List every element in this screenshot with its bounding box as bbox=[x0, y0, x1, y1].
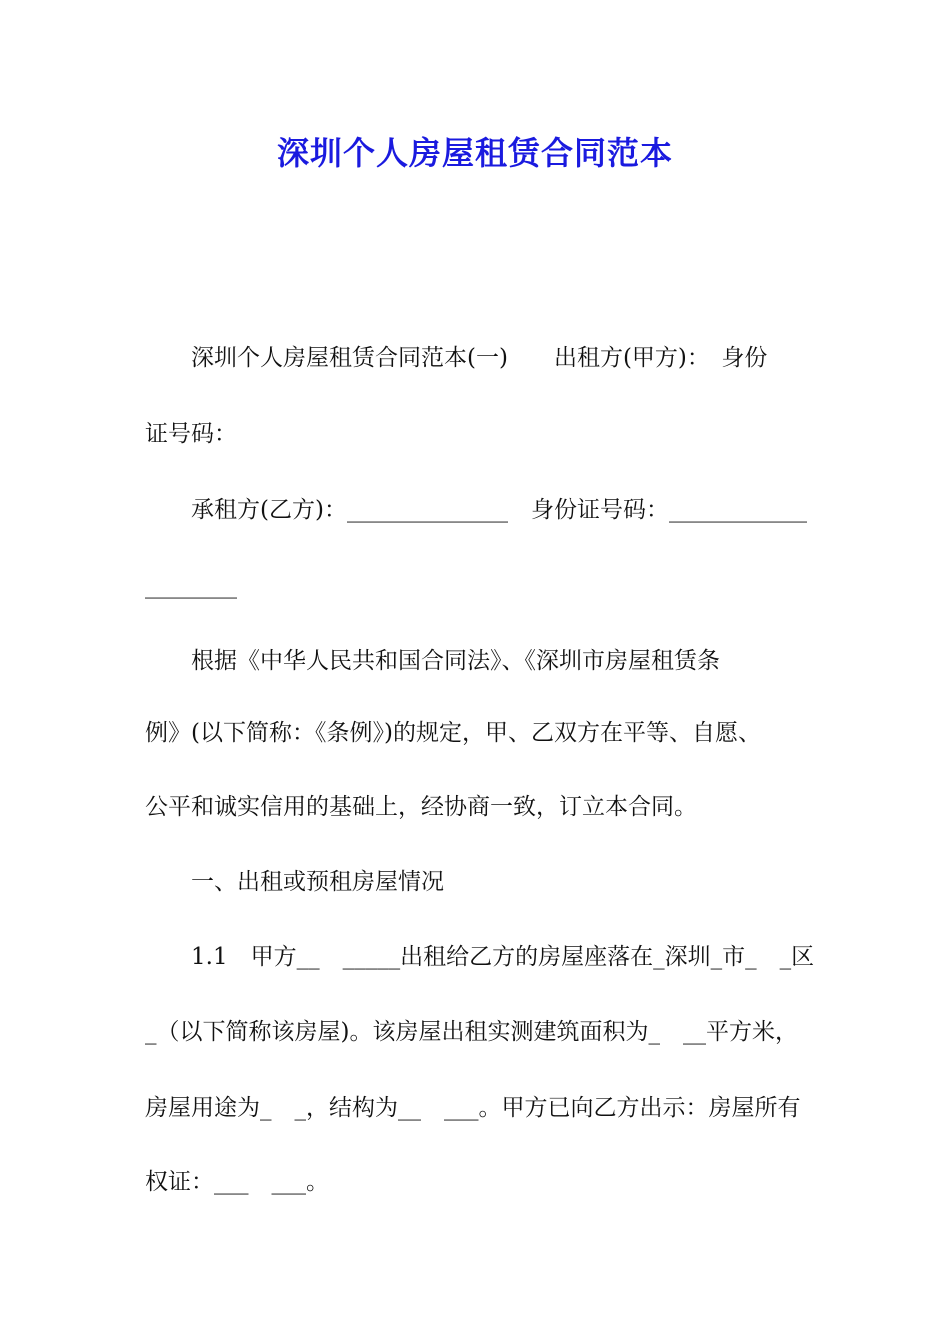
paragraph-line: 根据《中华人民共和国合同法》、《深圳市房屋租赁条 bbox=[145, 648, 720, 674]
paragraph-line: 承租方(乙方)：______________ 身份证号码：____________ bbox=[145, 497, 807, 523]
paragraph-line: 房屋用途为_ _，结构为__ ___。甲方已向乙方出示：房屋所有 bbox=[145, 1095, 801, 1121]
paragraph-line: 权证：___ ___。 bbox=[145, 1169, 329, 1195]
paragraph-line: 公平和诚实信用的基础上，经协商一致，订立本合同。 bbox=[145, 794, 697, 820]
paragraph-line: 例》(以下简称：《条例》)的规定，甲、乙双方在平等、自愿、 bbox=[145, 720, 761, 746]
paragraph-line: ________ bbox=[145, 573, 237, 599]
document-title: 深圳个人房屋租赁合同范本 bbox=[276, 134, 673, 172]
paragraph-line: 1.1 甲方__ _____出租给乙方的房屋座落在_深圳_市_ _区 bbox=[145, 944, 815, 970]
paragraph-line: 证号码： bbox=[145, 421, 237, 447]
section-heading: 一、出租或预租房屋情况 bbox=[145, 869, 444, 895]
paragraph-line: 深圳个人房屋租赁合同范本(一) 出租方(甲方)： 身份 bbox=[145, 345, 768, 371]
paragraph-line: _（以下简称该房屋)。该房屋出租实测建筑面积为_ __平方米， bbox=[145, 1019, 798, 1045]
